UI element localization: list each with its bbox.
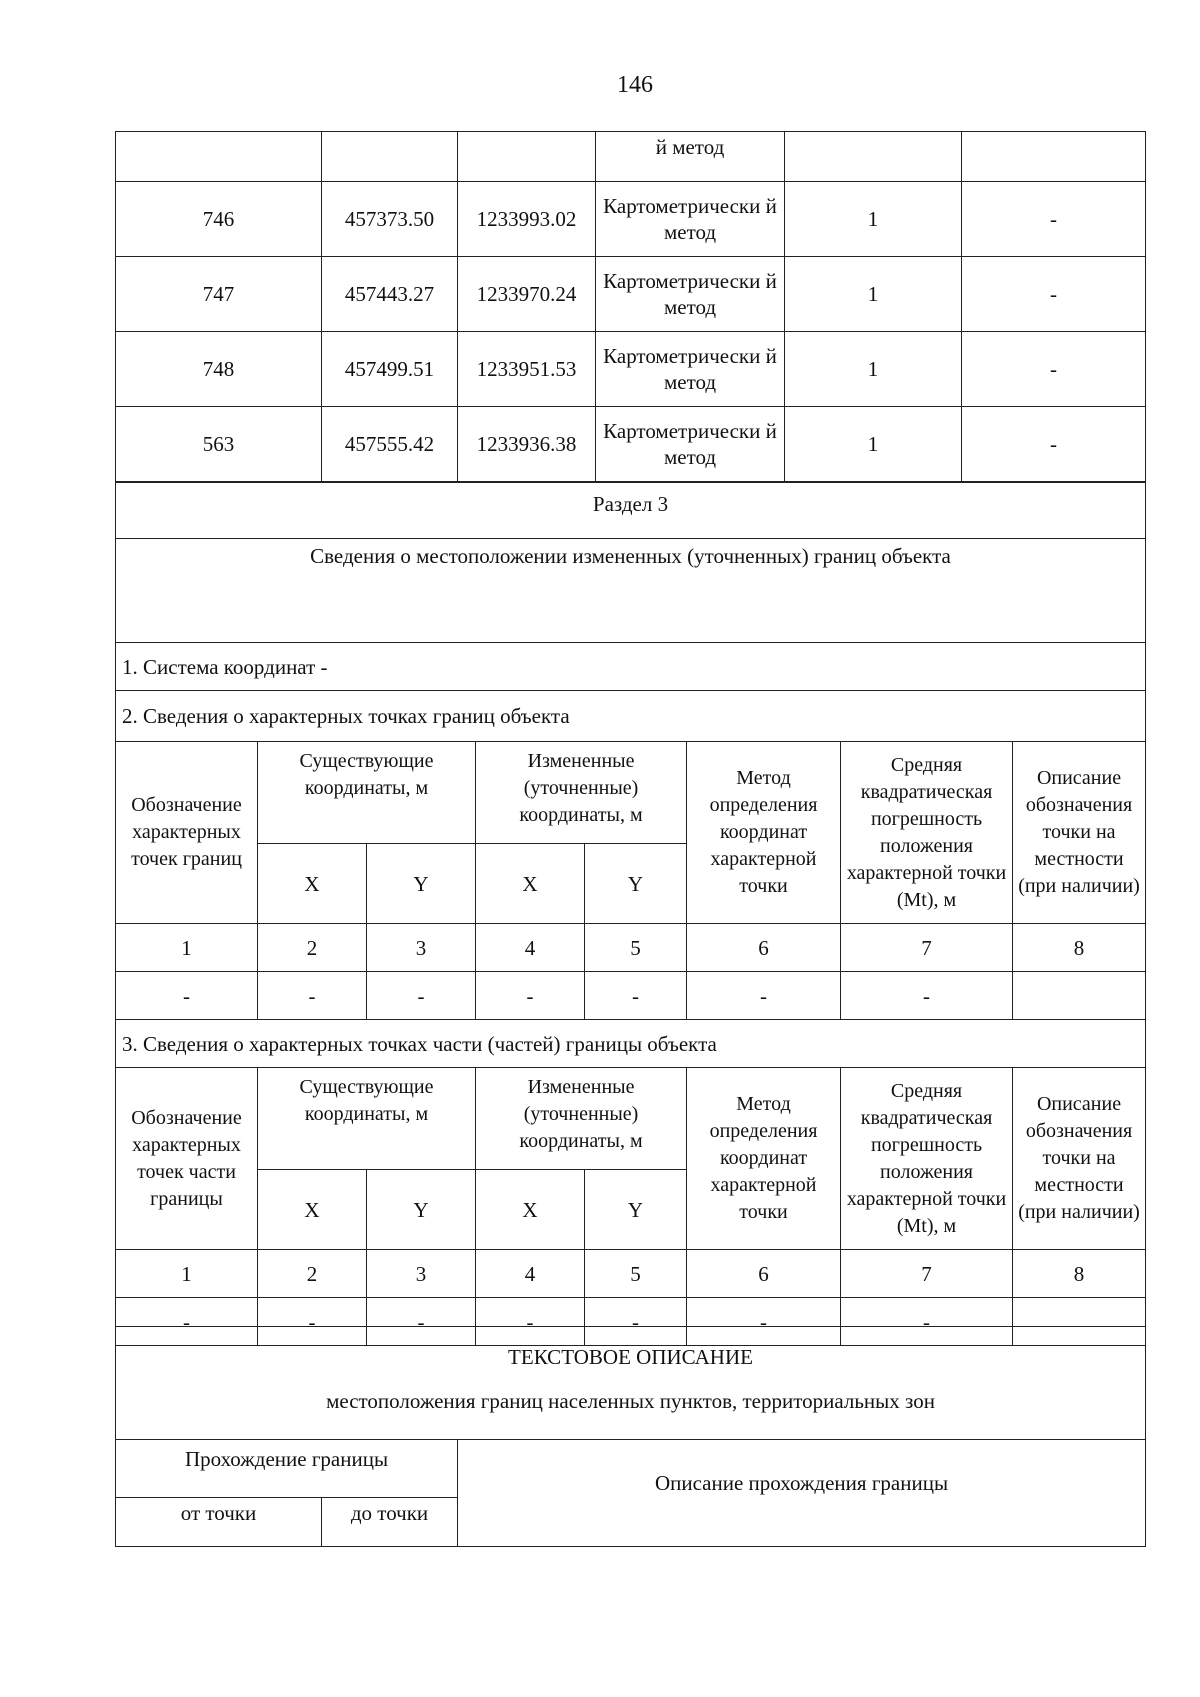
cell xyxy=(1013,972,1146,1020)
col-method: Метод определения координат характерной точки xyxy=(687,1068,841,1250)
table-row xyxy=(116,1250,1146,1298)
cell: - xyxy=(116,972,258,1020)
text-description-subtitle: местоположения границ населенных пунктов, территориальных зон xyxy=(326,1389,935,1413)
cell: - xyxy=(841,972,1013,1020)
cell: - xyxy=(258,972,367,1020)
col-number: 7 xyxy=(841,1250,1013,1298)
col-number: 7 xyxy=(841,924,1013,972)
method-cell: й метод xyxy=(596,132,785,182)
col-y: Y xyxy=(585,1170,687,1250)
col-number: 1 xyxy=(116,1250,258,1298)
col-number: 1 xyxy=(116,924,258,972)
y-cell: 1233970.24 xyxy=(458,257,596,332)
cell: - xyxy=(258,1298,367,1346)
col-to-point: до точки xyxy=(322,1498,458,1547)
method-cell: Картометрически й метод xyxy=(596,407,785,482)
col-number: 4 xyxy=(476,924,585,972)
col-number: 5 xyxy=(585,1250,687,1298)
col-number: 6 xyxy=(687,1250,841,1298)
section3-header xyxy=(115,482,1146,742)
parts-heading: 3. Сведения о характерных точках части (частей) границы объекта xyxy=(116,1020,1146,1068)
col-y: Y xyxy=(585,844,687,924)
col-x: X xyxy=(476,844,585,924)
cell: - xyxy=(367,972,476,1020)
col-x: X xyxy=(258,844,367,924)
col-number: 5 xyxy=(585,924,687,972)
point-cell: 748 xyxy=(116,332,322,407)
col-from-point: от точки xyxy=(116,1498,322,1547)
description-cell: - xyxy=(962,257,1146,332)
col-number: 8 xyxy=(1013,924,1146,972)
accuracy-cell: 1 xyxy=(785,182,962,257)
x-cell: 457555.42 xyxy=(322,407,458,482)
accuracy-cell: 1 xyxy=(785,407,962,482)
col-changed-coordinates: Измененные (уточненные) координаты, м xyxy=(476,1068,687,1170)
col-number: 2 xyxy=(258,1250,367,1298)
col-y: Y xyxy=(367,844,476,924)
accuracy-cell: 1 xyxy=(785,257,962,332)
method-cell: Картометрически й метод xyxy=(596,257,785,332)
table-row xyxy=(116,407,1146,482)
col-changed-coordinates: Измененные (уточненные) координаты, м xyxy=(476,742,687,844)
col-number: 2 xyxy=(258,924,367,972)
col-existing-coordinates: Существующие координаты, м xyxy=(258,1068,476,1170)
col-passage-description: Описание прохождения границы xyxy=(458,1440,1146,1547)
cell: - xyxy=(476,972,585,1020)
method-cell: Картометрически й метод xyxy=(596,332,785,407)
text-description-title: ТЕКСТОВОЕ ОПИСАНИЕ xyxy=(508,1345,753,1369)
boundary-passage-table xyxy=(115,1439,1146,1547)
x-cell: 457443.27 xyxy=(322,257,458,332)
cell: - xyxy=(367,1298,476,1346)
col-number: 4 xyxy=(476,1250,585,1298)
col-number: 3 xyxy=(367,1250,476,1298)
col-method: Метод определения координат характерной точки xyxy=(687,742,841,924)
col-x: X xyxy=(258,1170,367,1250)
col-x: X xyxy=(476,1170,585,1250)
cell: - xyxy=(841,1298,1013,1346)
cell: - xyxy=(687,1298,841,1346)
cell: - xyxy=(116,1298,258,1346)
page-number: 146 xyxy=(617,72,653,98)
col-passage: Прохождение границы xyxy=(116,1440,458,1498)
description-cell: - xyxy=(962,332,1146,407)
accuracy-cell: 1 xyxy=(785,332,962,407)
col-designation: Обозначение характерных точек части границы xyxy=(116,1068,258,1250)
section-title: Раздел 3 xyxy=(116,483,1146,539)
x-cell: 457373.50 xyxy=(322,182,458,257)
point-cell: 747 xyxy=(116,257,322,332)
text-description-header xyxy=(115,1326,1146,1440)
point-cell: 563 xyxy=(116,407,322,482)
y-cell: 1233951.53 xyxy=(458,332,596,407)
description-cell: - xyxy=(962,407,1146,482)
col-existing-coordinates: Существующие координаты, м xyxy=(258,742,476,844)
table-row xyxy=(116,257,1146,332)
x-cell: 457499.51 xyxy=(322,332,458,407)
characteristic-points-table xyxy=(115,741,1146,1346)
col-number: 3 xyxy=(367,924,476,972)
cell: - xyxy=(585,972,687,1020)
table-row xyxy=(116,132,1146,182)
col-designation: Обозначение характерных точек границ xyxy=(116,742,258,924)
y-cell: 1233993.02 xyxy=(458,182,596,257)
cell: - xyxy=(687,972,841,1020)
col-accuracy: Средняя квадратическая погрешность положения характерной точки (Mt), м xyxy=(841,1068,1013,1250)
col-number: 6 xyxy=(687,924,841,972)
table-row xyxy=(116,972,1146,1020)
col-y: Y xyxy=(367,1170,476,1250)
coordinate-system: 1. Система координат - xyxy=(116,643,1146,691)
col-number: 8 xyxy=(1013,1250,1146,1298)
y-cell: 1233936.38 xyxy=(458,407,596,482)
col-description: Описание обозначения точки на местности (при наличии) xyxy=(1013,1068,1146,1250)
section-subtitle: Сведения о местоположении измененных (уточненных) границ объекта xyxy=(116,539,1146,643)
col-description: Описание обозначения точки на местности (при наличии) xyxy=(1013,742,1146,924)
cell: - xyxy=(476,1298,585,1346)
point-cell: 746 xyxy=(116,182,322,257)
method-cell: Картометрически й метод xyxy=(596,182,785,257)
table-row xyxy=(116,182,1146,257)
table-row xyxy=(116,924,1146,972)
cell: - xyxy=(585,1298,687,1346)
table-row xyxy=(116,332,1146,407)
col-accuracy: Средняя квадратическая погрешность положения характерной точки (Mt), м xyxy=(841,742,1013,924)
coordinates-table-continued xyxy=(115,131,1146,482)
points-heading: 2. Сведения о характерных точках границ объекта xyxy=(116,691,1146,742)
description-cell: - xyxy=(962,182,1146,257)
